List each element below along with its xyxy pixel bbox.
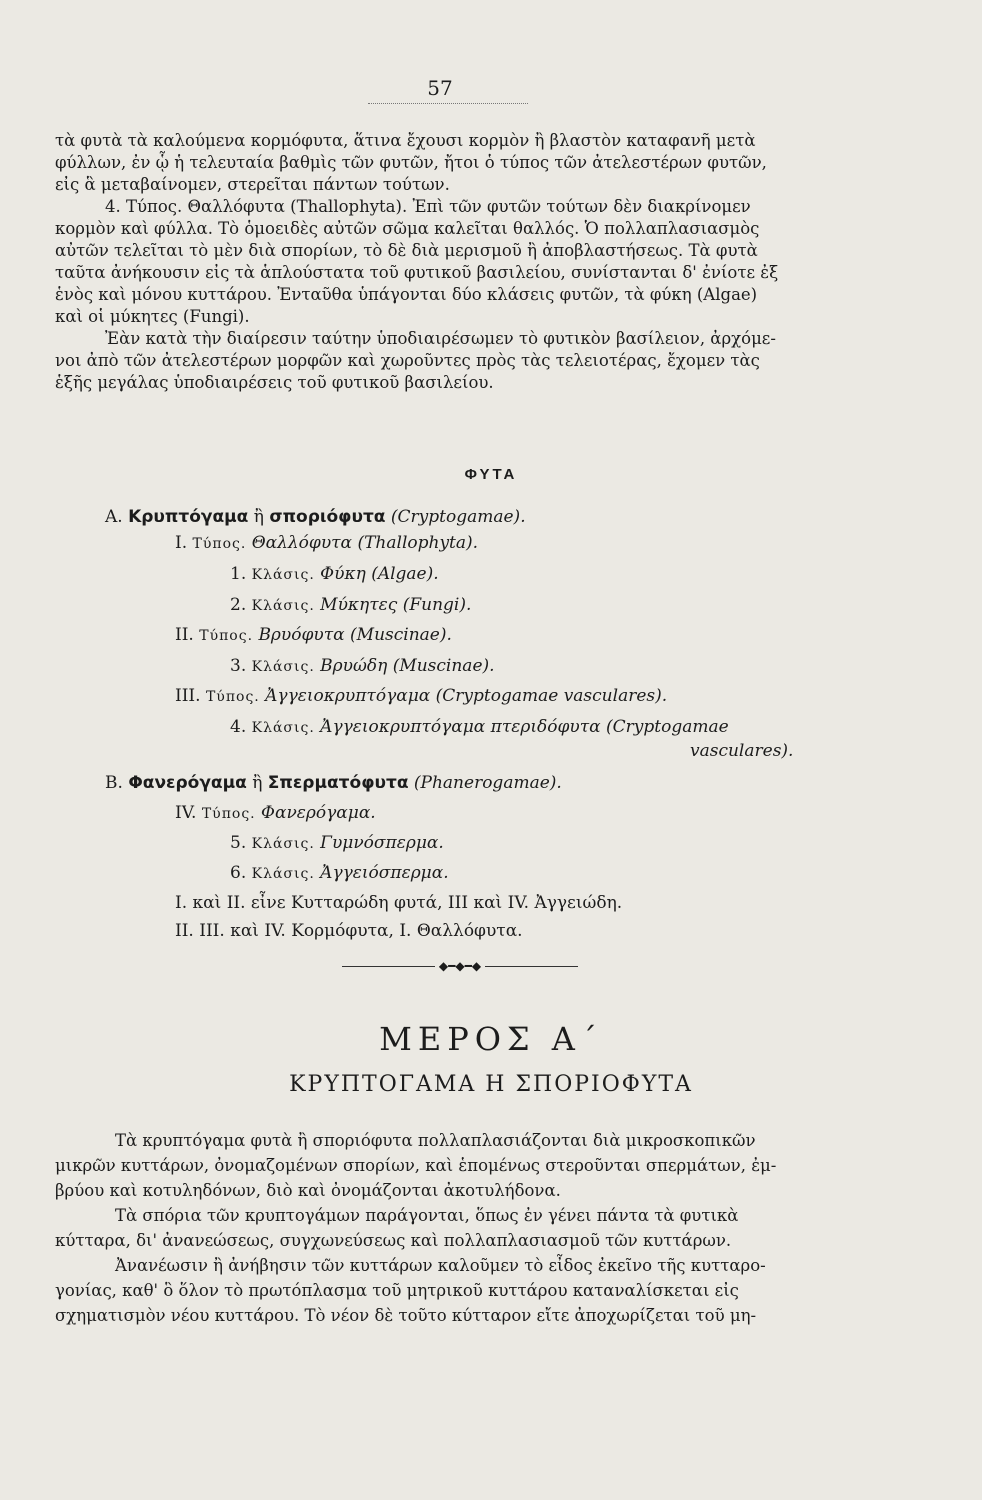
class-row <box>230 561 439 588</box>
text-line: Τὰ σπόρια τῶν κρυπτογάμων παράγονται, ὅπως ἐν γένει πάντα τὰ φυτικὰ <box>115 1206 739 1225</box>
class-row <box>230 592 471 619</box>
row-kind: Τύπος. <box>192 536 247 552</box>
row-latin: (Algae). <box>371 564 439 584</box>
summary-line: II. III. καὶ IV. Κορμόφυτα, I. Θαλλόφυτα. <box>175 921 523 941</box>
intro-paragraph <box>55 130 855 394</box>
heading-fyta: ΦΥΤΑ <box>464 466 518 483</box>
row-latin: (Thallophyta). <box>357 533 479 553</box>
row-latin: (Fungi). <box>402 595 472 615</box>
row-latin: (Cryptogamae vasculares). <box>435 686 668 706</box>
row-kind: Τύπος. <box>199 628 254 644</box>
row-name: Μύκητες <box>320 595 398 615</box>
summary-line: I. καὶ II. εἶνε Κυτταρώδη φυτά, III καὶ IV. Ἀγγειώδη. <box>175 893 623 913</box>
divider-ornament: ◆━◆━◆ <box>435 961 485 971</box>
page-number: 57 <box>427 76 453 100</box>
row-num: 4. <box>230 717 247 737</box>
row-kind: Τύπος. <box>201 806 256 822</box>
class-row-continuation: vasculares). <box>690 741 794 761</box>
text-line: μικρῶν κυττάρων, ὀνομαζομένων σπορίων, καὶ ἑπομένως στεροῦνται σπερμάτων, ἐμ- <box>55 1156 777 1175</box>
row-kind: Κλάσις. <box>251 866 315 882</box>
text-line: γονίας, καθ' ὃ ὅλον τὸ πρωτόπλασμα τοῦ μητρικοῦ κυττάρου καταναλίσκεται εἰς <box>55 1281 739 1300</box>
row-num: 3. <box>230 656 247 676</box>
row-latin: (Muscinae). <box>350 625 452 645</box>
group-name: Φανερόγαμα <box>128 773 247 793</box>
row-num: 1. <box>230 564 247 584</box>
group-name-alt: Σπερματόφυτα <box>267 773 409 793</box>
text-line: εἰς ἃ μεταβαίνομεν, στερεῖται πάντων τούτων. <box>55 175 450 194</box>
text-line: 4. Τύπος. Θαλλόφυτα (Thallophyta). Ἐπὶ τῶν φυτῶν τούτων δὲν διακρίνομεν <box>105 197 751 216</box>
group-name-alt: σποριόφυτα <box>269 507 386 527</box>
text-line: τὰ φυτὰ τὰ καλούμενα κορμόφυτα, ἅτινα ἔχουσι κορμὸν ἢ βλαστὸν καταφανῆ μετὰ <box>55 131 756 150</box>
class-row <box>230 714 729 741</box>
row-num: I. <box>175 533 188 553</box>
row-name: Ἀγγειοκρυπτόγαμα πτεριδόφυτα <box>320 717 601 737</box>
row-kind: Κλάσις. <box>251 720 315 736</box>
text-line: ἑνὸς καὶ μόνου κυττάρου. Ἐνταῦθα ὑπάγονται δύο κλάσεις φυτῶν, τὰ φύκη (Algae) <box>55 285 758 304</box>
group-label: Α. <box>105 507 123 527</box>
group-conj: ἢ <box>252 773 263 793</box>
group-name: Κρυπτόγαμα <box>128 507 249 527</box>
class-row <box>230 860 449 887</box>
class-row <box>175 683 667 710</box>
row-num: 5. <box>230 833 247 853</box>
row-kind: Κλάσις. <box>251 567 315 583</box>
row-name: Ἀγγειόσπερμα. <box>320 863 449 883</box>
row-name: Θαλλόφυτα <box>251 533 353 553</box>
text-line: κορμὸν καὶ φύλλα. Τὸ ὁμοειδὲς αὐτῶν σῶμα καλεῖται θαλλός. Ὁ πολλαπλασιασμὸς <box>55 219 760 238</box>
text-line: νοι ἀπὸ τῶν ἀτελεστέρων μορφῶν καὶ χωροῦντες πρὸς τὰς τελειοτέρας, ἔχομεν τὰς <box>55 351 760 370</box>
row-latin: (Cryptogamae <box>606 717 729 737</box>
text-line: φύλλων, ἐν ᾧ ἡ τελευταία βαθμὶς τῶν φυτῶν, ἤτοι ὁ τύπος τῶν ἀτελεστέρων φυτῶν, <box>55 153 767 172</box>
row-kind: Κλάσις. <box>251 659 315 675</box>
page-number-rule <box>368 103 528 104</box>
row-name: Βρυώδη <box>320 656 388 676</box>
text-line: Τὰ κρυπτόγαμα φυτὰ ἢ σποριόφυτα πολλαπλασιάζονται διὰ μικροσκοπικῶν <box>115 1131 756 1150</box>
text-line: αὐτῶν τελεῖται τὸ μὲν διὰ σπορίων, τὸ δὲ διὰ μερισμοῦ ἢ ἀποβλαστήσεως. Τὰ φυτὰ <box>55 241 758 260</box>
body-paragraph <box>55 1128 875 1328</box>
group-latin: (Cryptogamae). <box>390 507 526 527</box>
text-line: ταῦτα ἀνήκουσιν εἰς τὰ ἁπλούστατα τοῦ φυτικοῦ βασιλείου, συνίστανται δ' ἐνίοτε ἐξ <box>55 263 779 282</box>
class-row <box>175 800 376 827</box>
row-num: IV. <box>175 803 197 823</box>
text-line: Ἐὰν κατὰ τὴν διαίρεσιν ταύτην ὑποδιαιρέσωμεν τὸ φυτικὸν βασίλειον, ἀρχόμε- <box>105 329 776 348</box>
row-kind: Τύπος. <box>205 689 260 705</box>
row-num: 6. <box>230 863 247 883</box>
part-subtitle: ΚΡΥΠΤΟΓΑΜΑ Η ΣΠΟΡΙΟΦΥΤΑ <box>289 1072 693 1097</box>
row-name: Φύκη <box>320 564 366 584</box>
text-line: σχηματισμὸν νέου κυττάρου. Τὸ νέον δὲ τοῦτο κύτταρον εἴτε ἀποχωρίζεται τοῦ μη- <box>55 1306 757 1325</box>
row-name: Γυμνόσπερμα. <box>320 833 444 853</box>
row-kind: Κλάσις. <box>251 598 315 614</box>
group-latin: (Phanerogamae). <box>413 773 562 793</box>
group-label: Β. <box>105 773 123 793</box>
group-b-heading <box>105 770 562 796</box>
text-line: καὶ οἱ μύκητες (Fungi). <box>55 307 250 326</box>
text-line: βρύου καὶ κοτυληδόνων, διὸ καὶ ὀνομάζονται ἀκοτυλήδονα. <box>55 1181 561 1200</box>
row-name: Φανερόγαμα. <box>261 803 376 823</box>
row-latin: (Muscinae). <box>392 656 495 676</box>
text-line: κύτταρα, δι' ἀνανεώσεως, συγχωνεύσεως καὶ πολλαπλασιασμοῦ τῶν κυττάρων. <box>55 1231 732 1250</box>
row-name: Ἀγγειοκρυπτόγαμα <box>265 686 431 706</box>
class-row <box>230 653 495 680</box>
part-title: ΜΕΡΟΣ Α΄ <box>379 1020 603 1058</box>
row-num: II. <box>175 625 194 645</box>
group-a-heading <box>105 504 526 530</box>
row-num: III. <box>175 686 201 706</box>
group-conj: ἢ <box>253 507 264 527</box>
class-row <box>175 530 478 557</box>
text-line: Ἀνανέωσιν ἢ ἀνήβησιν τῶν κυττάρων καλοῦμεν τὸ εἶδος ἐκεῖνο τῆς κυτταρο- <box>115 1256 766 1275</box>
class-row <box>175 622 452 649</box>
class-row <box>230 830 444 857</box>
row-num: 2. <box>230 595 247 615</box>
row-name: Βρυόφυτα <box>258 625 345 645</box>
row-kind: Κλάσις. <box>251 836 315 852</box>
text-line: ἑξῆς μεγάλας ὑποδιαιρέσεις τοῦ φυτικοῦ βασιλείου. <box>55 373 494 392</box>
